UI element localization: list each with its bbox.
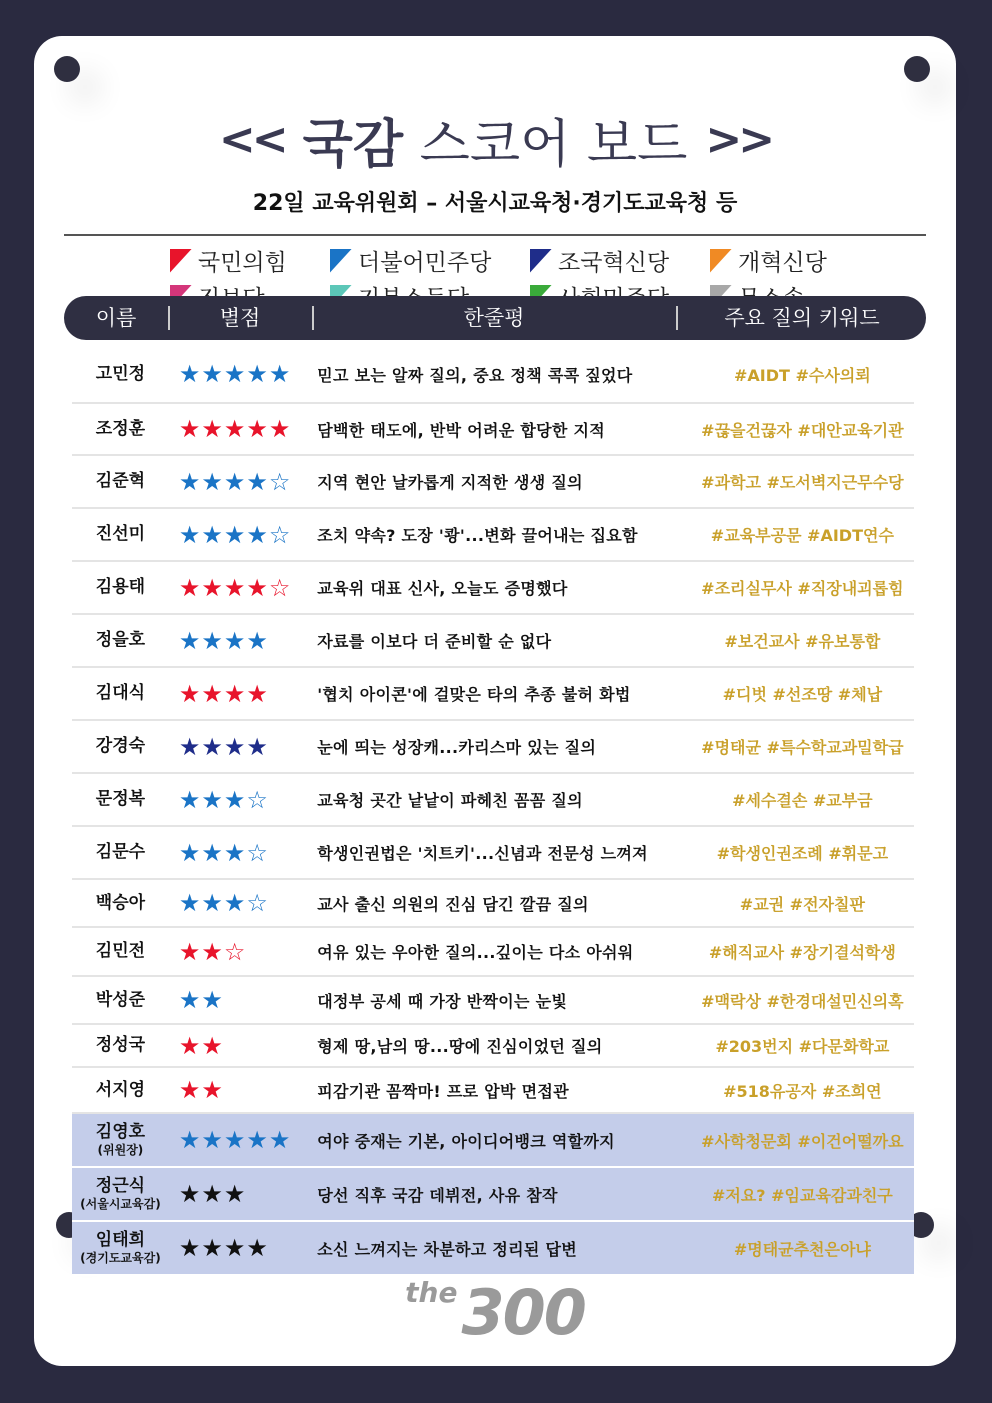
star-rating: ★★★ xyxy=(178,1180,247,1208)
member-name xyxy=(72,892,169,914)
one-line-review: 담백한 태도에, 반박 어려운 합당한 지적 xyxy=(317,420,606,440)
table-row xyxy=(72,880,914,928)
member-name xyxy=(72,523,169,545)
member-name xyxy=(72,788,169,810)
one-line-review: 여유 있는 우아한 질의...깊이는 다소 아쉬워 xyxy=(317,943,634,962)
keywords: #과학고 #도서벽지근무수당 xyxy=(701,473,904,492)
keywords: #AIDT #수사의뢰 xyxy=(733,365,871,385)
member-role: (위원장) xyxy=(97,1143,144,1158)
one-line-review: 교육청 곳간 낱낱이 파헤친 꼼꼼 질의 xyxy=(317,791,583,810)
table-row xyxy=(72,562,914,615)
keywords: #사학청문회 #이건어떨까요 xyxy=(701,1131,904,1151)
legend-item xyxy=(530,244,669,277)
page-title xyxy=(303,102,688,177)
keywords: #해직교사 #장기결석학생 xyxy=(708,943,896,962)
keywords: #학생인권조례 #휘문고 xyxy=(716,844,889,863)
star-rating: ★★★★☆ xyxy=(178,467,292,496)
one-line-review: '협치 아이콘'에 걸맞은 타의 추종 불허 화법 xyxy=(317,685,631,704)
star-rating: ★★★☆ xyxy=(178,838,269,867)
right-chevrons-icon: >> xyxy=(705,113,772,165)
pin-top-right xyxy=(904,56,930,82)
member-name-text: 조정훈 xyxy=(95,418,146,439)
member-name-text: 김준혁 xyxy=(95,471,146,492)
column-comment: 한줄평 xyxy=(463,306,525,330)
star-rating: ★★★★ xyxy=(178,732,269,761)
legend-label: 조국혁신당 xyxy=(558,250,670,276)
legend-item xyxy=(710,244,827,277)
one-line-review: 대정부 공세 때 가장 반짝이는 눈빛 xyxy=(317,991,568,1011)
logo-large: 300 xyxy=(461,1276,585,1349)
keywords: #보건교사 #유보통합 xyxy=(724,632,881,651)
member-name-text: 진선미 xyxy=(95,524,146,545)
member-name-text: 고민정 xyxy=(95,363,146,384)
member-name-text: 정근식 xyxy=(95,1176,146,1197)
member-name-text: 김대식 xyxy=(95,683,146,704)
left-chevrons-icon: << xyxy=(218,113,285,165)
keywords: #518유공자 #조희연 xyxy=(723,1081,882,1101)
star-rating: ★★★★ xyxy=(178,1234,269,1262)
table-row xyxy=(72,1025,914,1068)
one-line-review: 학생인권법은 '치트키'...신념과 전문성 느껴져 xyxy=(317,844,648,863)
pin-top-left xyxy=(54,56,80,82)
member-name xyxy=(72,1175,169,1213)
member-name xyxy=(72,629,169,651)
star-rating: ★★★★★ xyxy=(178,1126,292,1154)
member-name-text: 서지영 xyxy=(95,1079,146,1100)
table-header xyxy=(64,296,926,340)
member-name xyxy=(72,989,169,1011)
member-name-text: 김문수 xyxy=(95,842,146,863)
one-line-review: 소신 느껴지는 차분하고 정리된 답변 xyxy=(317,1239,578,1259)
table-row xyxy=(72,1068,914,1114)
keywords: #203번지 #다문화학교 xyxy=(715,1037,890,1056)
star-rating: ★★ xyxy=(178,986,224,1014)
member-name xyxy=(72,1121,169,1159)
member-name-text: 백승아 xyxy=(95,892,146,913)
member-name-text: 김용태 xyxy=(95,577,146,598)
legend-label: 더불어민주당 xyxy=(358,250,492,276)
member-name xyxy=(72,576,169,598)
member-name-text: 박성준 xyxy=(95,989,146,1010)
keywords: #교권 #전자칠판 xyxy=(739,894,865,914)
party-flag-icon xyxy=(330,249,352,273)
star-rating: ★★★★☆ xyxy=(178,520,292,549)
member-name-text: 문정복 xyxy=(95,789,146,810)
one-line-review: 눈에 띄는 성장캐...카리스마 있는 질의 xyxy=(317,738,597,757)
keywords: #교육부공문 #AIDT연수 xyxy=(710,526,894,545)
table-row xyxy=(72,827,914,880)
one-line-review: 교육위 대표 신사, 오늘도 증명했다 xyxy=(317,579,568,598)
scoreboard-card xyxy=(34,36,956,1366)
table-row xyxy=(72,774,914,827)
member-name xyxy=(72,1229,169,1267)
score-table xyxy=(72,346,914,1276)
member-name xyxy=(72,363,169,385)
one-line-review: 형제 땅,남의 땅...땅에 진심이었던 질의 xyxy=(317,1037,603,1056)
divider xyxy=(64,234,926,236)
one-line-review: 자료를 이보다 더 준비할 순 없다 xyxy=(317,632,552,651)
keywords: #조리실무사 #직장내괴롭힘 xyxy=(701,579,904,598)
one-line-review: 지역 현안 날카롭게 지적한 생생 질의 xyxy=(317,473,583,492)
member-name xyxy=(72,940,169,962)
star-rating: ★★ xyxy=(178,1076,224,1104)
table-row xyxy=(72,1222,914,1276)
one-line-review: 피감기관 꼼짝마! 프로 압박 면접관 xyxy=(317,1081,569,1101)
table-row xyxy=(72,346,914,404)
star-rating: ★★★★ xyxy=(178,679,269,708)
star-rating: ★★☆ xyxy=(178,937,247,966)
member-name xyxy=(72,1079,169,1101)
member-name-text: 김민전 xyxy=(95,941,146,962)
table-row xyxy=(72,668,914,721)
legend-label: 국민의힘 xyxy=(198,250,287,276)
table-row xyxy=(72,721,914,774)
keywords: #맥락상 #한경대설민신의혹 xyxy=(701,991,904,1011)
legend-item xyxy=(170,244,287,277)
table-row xyxy=(72,977,914,1025)
star-rating: ★★★☆ xyxy=(178,785,269,814)
title-rest: 스코어 보드 xyxy=(419,114,688,175)
member-name xyxy=(72,1034,169,1056)
one-line-review: 교사 출신 의원의 진심 담긴 깔끔 질의 xyxy=(317,894,589,914)
party-flag-icon xyxy=(170,249,192,273)
the300-logo xyxy=(34,1276,956,1349)
member-name-text: 강경숙 xyxy=(95,736,146,757)
table-row xyxy=(72,615,914,668)
table-row xyxy=(72,928,914,977)
logo-small: the xyxy=(405,1276,458,1309)
legend-item xyxy=(330,244,491,277)
party-flag-icon xyxy=(710,249,732,273)
member-role: (서울시교육감) xyxy=(80,1197,161,1212)
keywords: #세수결손 #교부금 xyxy=(732,791,873,810)
one-line-review: 조치 약속? 도장 '쾅'...변화 끌어내는 집요함 xyxy=(317,526,638,545)
member-name xyxy=(72,735,169,757)
member-name xyxy=(72,841,169,863)
star-rating: ★★★★☆ xyxy=(178,573,292,602)
one-line-review: 믿고 보는 알짜 질의, 중요 정책 콕콕 짚었다 xyxy=(317,365,633,385)
keywords: #디벗 #선조땅 #체납 xyxy=(722,685,883,704)
member-name-text: 정을호 xyxy=(95,630,146,651)
table-row xyxy=(72,1168,914,1222)
one-line-review: 여야 중재는 기본, 아이디어뱅크 역할까지 xyxy=(317,1131,615,1151)
keywords: #저요? #임교육감과친구 xyxy=(711,1185,893,1205)
title-row xyxy=(34,104,956,174)
star-rating: ★★ xyxy=(178,1031,224,1060)
column-name: 이름 xyxy=(95,306,137,330)
star-rating: ★★★★ xyxy=(178,626,269,655)
column-stars: 별점 xyxy=(219,306,261,330)
member-name-text: 임태희 xyxy=(95,1230,146,1251)
star-rating: ★★★★★ xyxy=(178,360,292,388)
page-subtitle: 22일 교육위원회 – 서울시교육청·경기도교육청 등 xyxy=(252,191,738,216)
title-bold: 국감 xyxy=(302,114,404,175)
member-name-text: 김영호 xyxy=(95,1122,146,1143)
keywords: #끊을건끊자 #대안교육기관 xyxy=(701,420,904,440)
table-row xyxy=(72,509,914,562)
member-name-text: 정성국 xyxy=(95,1035,146,1056)
keywords: #명태균추천은아냐 xyxy=(733,1239,871,1259)
star-rating: ★★★☆ xyxy=(178,889,269,917)
party-flag-icon xyxy=(530,249,552,273)
member-name xyxy=(72,418,169,440)
table-row xyxy=(72,1114,914,1168)
star-rating: ★★★★★ xyxy=(178,415,292,443)
one-line-review: 당선 직후 국감 데뷔전, 사유 참작 xyxy=(317,1185,558,1205)
keywords: #명태균 #특수학교과밀학급 xyxy=(701,738,904,757)
member-name xyxy=(72,682,169,704)
legend-label: 개혁신당 xyxy=(738,250,827,276)
table-row xyxy=(72,456,914,509)
column-keywords: 주요 질의 키워드 xyxy=(724,306,880,330)
member-role: (경기도교육감) xyxy=(80,1251,161,1266)
table-row xyxy=(72,404,914,456)
member-name xyxy=(72,470,169,492)
